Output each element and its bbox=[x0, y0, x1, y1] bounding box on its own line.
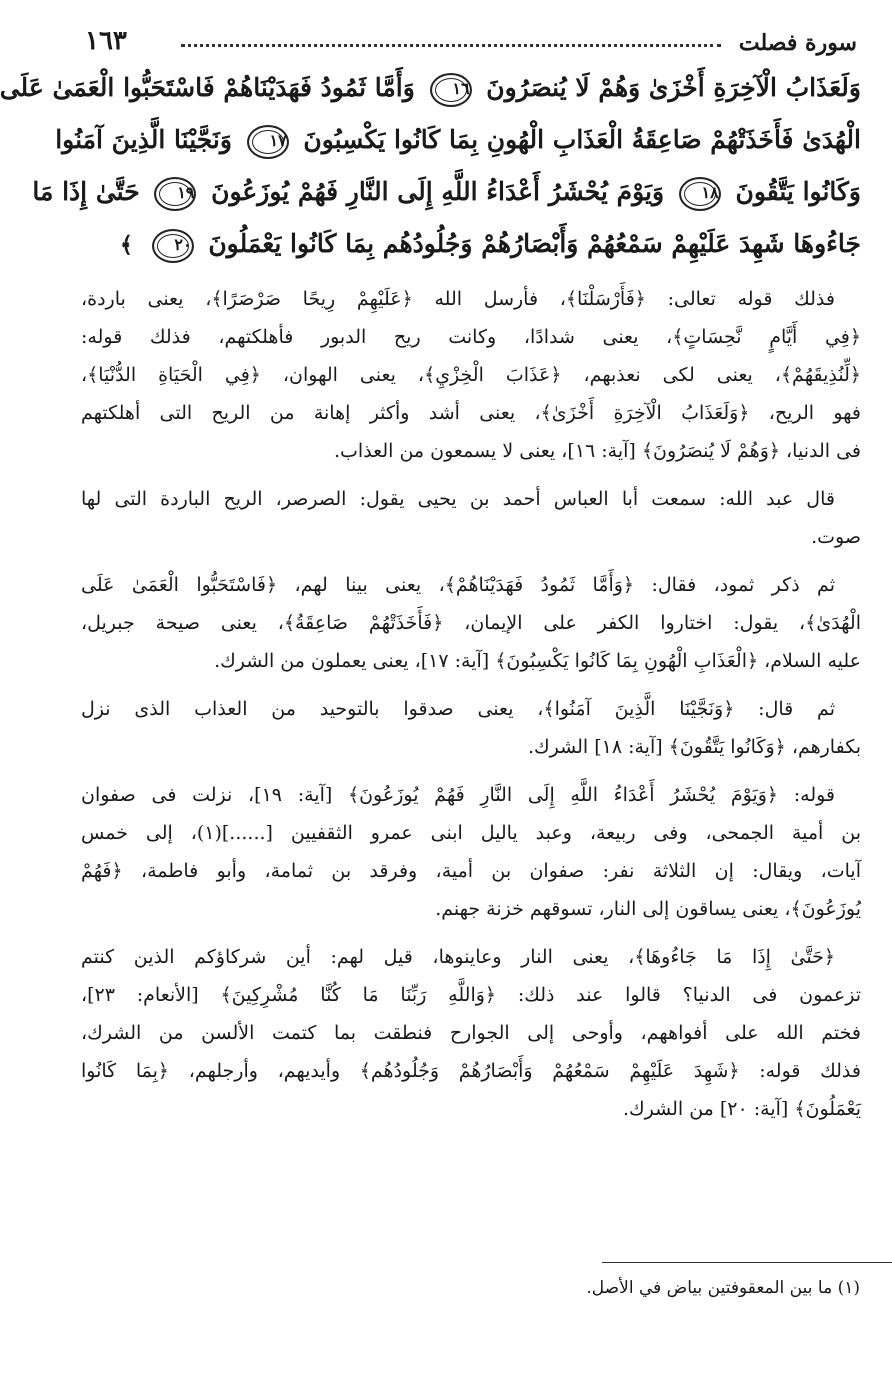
commentary-paragraph bbox=[81, 280, 861, 470]
verse-number-marker: ١٧ bbox=[247, 125, 289, 159]
commentary-line: ﴿حَتَّىٰ إِذَا مَا جَاءُوهَا﴾، يعنى النار وعاينوها، قيل لهم: أين شركاؤكم الذين كنتم bbox=[81, 946, 835, 968]
commentary-paragraph bbox=[81, 938, 861, 1128]
commentary-line: آيات، ويقال: إن الثلاثة نفر: صفوان بن أمية، وفرقد بن ثمامة، وأبو فاطمة، ﴿فَهُمْ bbox=[81, 860, 861, 882]
commentary-line: يُوزَعُونَ﴾، يعنى يساقون إلى النار، تسوقهم خزنة جهنم. bbox=[435, 898, 861, 920]
quran-line bbox=[32, 166, 861, 218]
commentary-line: قال عبد الله: سمعت أبا العباس أحمد بن يحيى يقول: الصرصر، الريح الباردة التى لها bbox=[81, 488, 835, 510]
commentary-line: فختم الله على أفواههم، وأوحى إلى الجوارح فنطقت بما كتمت الألسن من الشرك، bbox=[81, 1022, 861, 1044]
commentary-paragraph bbox=[81, 566, 861, 680]
commentary-line: ﴿لِّنُذِيقَهُمْ﴾، يعنى لكى نعذبهم، ﴿عَذَابَ الْخِزْيِ﴾، يعنى الهوان، ﴿فِي الْحَيَاةِ الدُّنْيَا﴾، bbox=[81, 364, 861, 386]
closing-bracket-ornament: ﴾ bbox=[119, 232, 133, 258]
commentary-line: ثم ذكر ثمود، فقال: ﴿وَأَمَّا ثَمُودُ فَهَدَيْنَاهُمْ﴾، يعنى بينا لهم، ﴿فَاسْتَحَبُّوا الْعَمَىٰ عَلَى bbox=[81, 574, 835, 596]
quran-line bbox=[0, 62, 861, 114]
commentary-line: بن أمية الجمحى، وفى ربيعة، وعبد ياليل ابنى عمرو الثقفيين [......](١)، إلى خمس bbox=[81, 822, 861, 844]
quran-line bbox=[81, 218, 861, 270]
page-number: ١٦٣ bbox=[85, 26, 127, 56]
commentary-line: فذلك قوله: ﴿شَهِدَ عَلَيْهِمْ سَمْعُهُمْ وَأَبْصَارُهُمْ وَجُلُودُهُم﴾ وأيديهم، وأرجلهم، ﴿بِمَا كَانُوا bbox=[81, 1060, 861, 1082]
running-header bbox=[81, 18, 861, 58]
commentary-line: فى الدنيا، ﴿وَهُمْ لَا يُنصَرُونَ﴾ [آية: ١٦]، يعنى لا يسمعون من العذاب. bbox=[334, 440, 861, 462]
verse-number-marker: ١٩ bbox=[154, 177, 196, 211]
surah-title: سورة فصلت bbox=[738, 30, 857, 56]
commentary-line: فهو الريح، ﴿وَلَعَذَابُ الْآخِرَةِ أَخْزَىٰ﴾، يعنى أشد وأكثر إهانة من الريح التى أهلكتهم bbox=[81, 402, 861, 424]
commentary-line: عليه السلام، ﴿الْعَذَابِ الْهُونِ بِمَا كَانُوا يَكْسِبُونَ﴾ [آية: ١٧]، يعنى يعملون من الشرك. bbox=[214, 650, 861, 672]
verse-text: جَاءُوهَا شَهِدَ عَلَيْهِمْ سَمْعُهُمْ وَأَبْصَارُهُمْ وَجُلُودُهُم بِمَا كَانُوا يَعْمَلُونَ bbox=[208, 229, 861, 258]
verse-text: الْهُدَىٰ فَأَخَذَتْهُمْ صَاعِقَةُ الْعَذَابِ الْهُونِ بِمَا كَانُوا يَكْسِبُونَ bbox=[303, 125, 861, 154]
commentary-line: يَعْمَلُونَ﴾ [آية: ٢٠] من الشرك. bbox=[622, 1098, 861, 1120]
verse-number-marker: ٢٠ bbox=[152, 229, 194, 263]
quran-verses-block bbox=[0, 62, 861, 270]
commentary-line: الْهُدَىٰ﴾، يقول: اختاروا الكفر على الإيمان، ﴿فَأَخَذَتْهُمْ صَاعِقَةُ﴾، يعنى صيحة جبريل، bbox=[81, 612, 861, 634]
verse-number-marker: ١٦ bbox=[430, 73, 472, 107]
commentary-body bbox=[81, 280, 861, 1128]
header-leader-dots bbox=[181, 44, 721, 47]
commentary-line: بكفارهم، ﴿وَكَانُوا يَتَّقُونَ﴾ [آية: ١٨] الشرك. bbox=[527, 736, 861, 758]
footnote-separator bbox=[602, 1262, 892, 1263]
page bbox=[0, 18, 861, 1128]
verse-text: وَيَوْمَ يُحْشَرُ أَعْدَاءُ اللَّهِ إِلَى النَّارِ فَهُمْ يُوزَعُونَ bbox=[211, 177, 665, 206]
commentary-paragraph bbox=[81, 480, 861, 556]
footnote: (١) ما بين المعقوفتين بياض في الأصل. bbox=[586, 1278, 860, 1298]
commentary-line: تزعمون فى الدنيا؟ قالوا عند ذلك: ﴿وَاللَّهِ رَبِّنَا مَا كُنَّا مُشْرِكِينَ﴾ [الأنعام: ٢٣]، bbox=[81, 984, 861, 1006]
commentary-line: صوت. bbox=[811, 526, 861, 548]
commentary-line: فذلك قوله تعالى: ﴿فَأَرْسَلْنَا﴾، فأرسل الله ﴿عَلَيْهِمْ رِيحًا صَرْصَرًا﴾، يعنى باردة، bbox=[81, 288, 835, 310]
commentary-paragraph bbox=[81, 776, 861, 928]
verse-text: وَلَعَذَابُ الْآخِرَةِ أَخْزَىٰ وَهُمْ لَا يُنصَرُونَ bbox=[486, 73, 861, 102]
verse-text: حَتَّىٰ إِذَا مَا bbox=[32, 177, 140, 206]
verse-text: وَأَمَّا ثَمُودُ فَهَدَيْنَاهُمْ فَاسْتَحَبُّوا الْعَمَىٰ عَلَى bbox=[0, 73, 415, 102]
verse-text: وَنَجَّيْنَا الَّذِينَ آمَنُوا bbox=[55, 125, 232, 154]
commentary-paragraph bbox=[81, 690, 861, 766]
commentary-line: قوله: ﴿وَيَوْمَ يُحْشَرُ أَعْدَاءُ اللَّهِ إِلَى النَّارِ فَهُمْ يُوزَعُونَ﴾ [آية: ١٩]، نزلت فى صفوان bbox=[81, 784, 836, 806]
commentary-line: ﴿فِي أَيَّامٍ نَّحِسَاتٍ﴾، يعنى شدادًا، وكانت ريح الدبور فأهلكتهم، فذلك قوله: bbox=[81, 326, 861, 348]
quran-line bbox=[55, 114, 861, 166]
commentary-line: ثم قال: ﴿وَنَجَّيْنَا الَّذِينَ آمَنُوا﴾، يعنى صدقوا بالتوحيد من العذاب الذى نزل bbox=[81, 698, 835, 720]
verse-text: وَكَانُوا يَتَّقُونَ bbox=[735, 177, 861, 206]
verse-number-marker: ١٨ bbox=[679, 177, 721, 211]
